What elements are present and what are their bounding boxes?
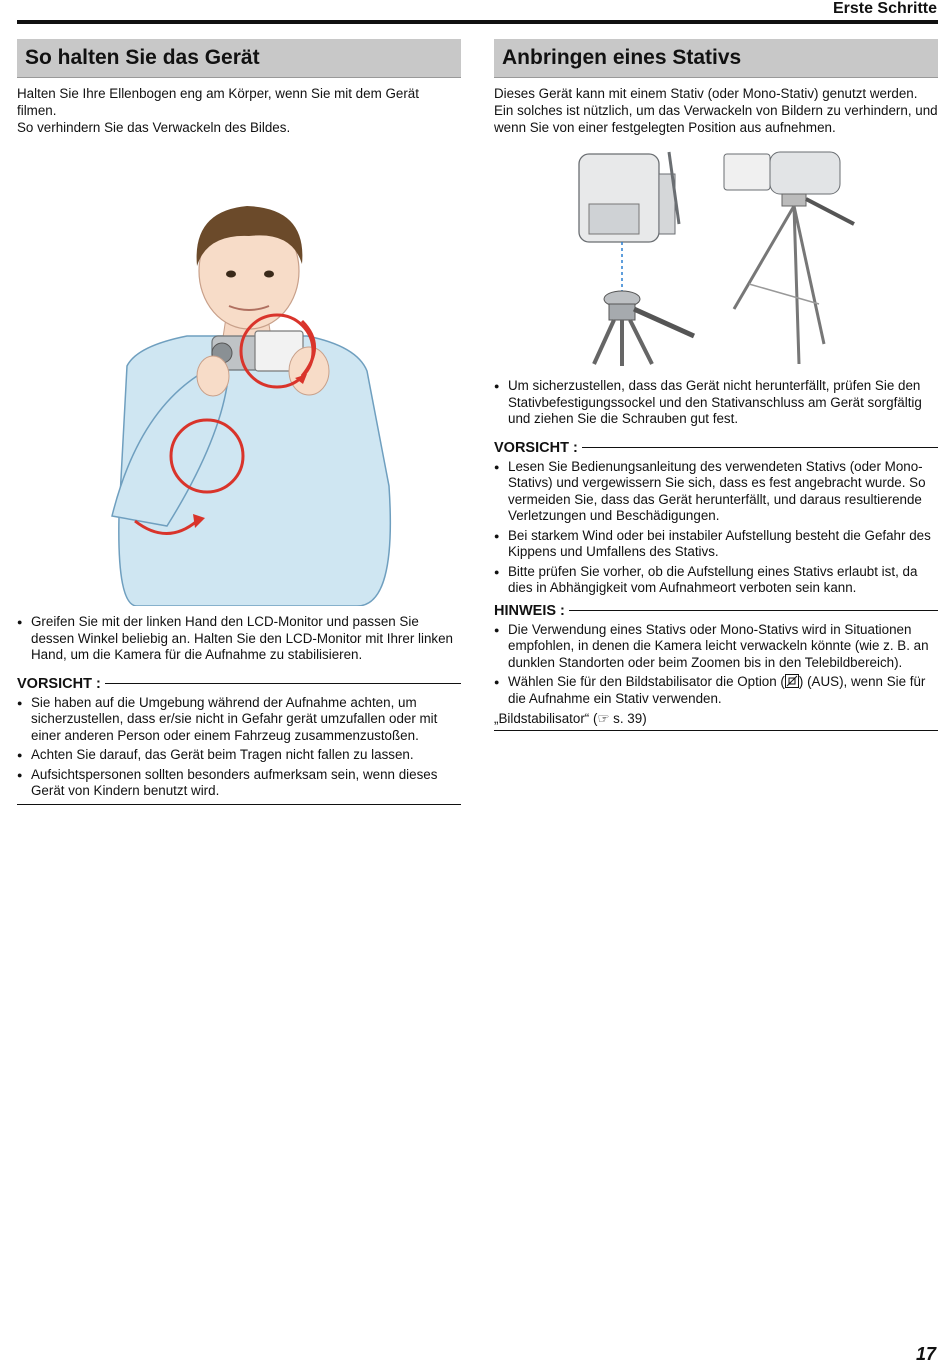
right-end-rule	[494, 730, 938, 731]
right-hint-heading	[494, 603, 938, 619]
left-caution-item: ● Achten Sie darauf, das Gerät beim Tragen nicht fallen zu lassen.	[17, 747, 461, 764]
right-caution-label: VORSICHT :	[494, 439, 578, 456]
left-caution-rule	[105, 683, 461, 684]
right-caution-list	[494, 459, 938, 597]
right-hint-label: HINWEIS :	[494, 602, 565, 619]
right-hint-item: ● Die Verwendung eines Stativs oder Mono-Stativs wird in Situationen empfohlen, in denen die Kamera leicht verwackeln könnte (wie z. B. an dunklen Standorten oder beim Zoomen bis in den Telebildbereich).	[494, 622, 938, 672]
right-caution-heading	[494, 440, 938, 456]
right-bullet-1: ● Um sicherzustellen, dass das Gerät nicht herunterfällt, prüfen Sie den Stativbefestigungssockel und den Stativanschluss am Gerät sorgfältig und ziehen Sie die Schrauben gut fest.	[494, 378, 938, 428]
page-reference[interactable]	[494, 710, 938, 727]
right-hint-list	[494, 622, 938, 708]
left-caution-heading	[17, 676, 461, 692]
person-holding-camera-icon	[17, 186, 461, 606]
right-section-title: Anbringen eines Stativs	[494, 39, 938, 78]
left-intro	[17, 85, 461, 136]
section-label: Erste Schritte	[832, 0, 937, 17]
camera-on-tripod-icon	[494, 144, 938, 372]
header-rule	[17, 20, 938, 24]
hint-text-before: Wählen Sie für den Bildstabilisator die Option (	[508, 674, 785, 689]
stabilizer-off-icon	[785, 674, 799, 688]
left-end-rule	[17, 804, 461, 805]
left-bullet-1: ● Greifen Sie mit der linken Hand den LCD-Monitor und passen Sie dessen Winkel beliebig an. Halten Sie den LCD-Monitor mit Ihrer linken Hand, um die Kamera für die Aufnahme zu stabilisieren.	[17, 614, 461, 664]
reference-page: s. 39)	[609, 711, 647, 726]
right-column	[494, 39, 938, 731]
right-caution-rule	[582, 447, 938, 448]
right-intro: Dieses Gerät kann mit einem Stativ (oder Mono-Stativ) genutzt werden. Ein solches ist nützlich, um das Verwackeln von Bildern zu verhindern, und wenn Sie von einer festgelegten Position aus aufnehmen.	[494, 86, 938, 135]
right-bullets	[494, 378, 938, 428]
left-section-title: So halten Sie das Gerät	[17, 39, 461, 78]
tripod-illustration	[494, 144, 938, 372]
page-number: 17	[915, 1344, 936, 1364]
holding-illustration	[17, 186, 461, 606]
left-caution-label: VORSICHT :	[17, 675, 101, 692]
right-caution-item: ● Lesen Sie Bedienungsanleitung des verwendeten Stativs (oder Mono-Stativs) und vergewissern Sie sich, dass es fest angebracht wurde. So vermeiden Sie, dass das Gerät herunterfällt, und daraus resultierende Verletzungen und Beschädigungen.	[494, 459, 938, 525]
right-hint-item	[494, 674, 938, 707]
right-hint-rule	[569, 610, 938, 611]
left-caution-item: ● Aufsichtspersonen sollten besonders aufmerksam sein, wenn dieses Gerät von Kindern benutzt wird.	[17, 767, 461, 800]
left-bullets	[17, 614, 461, 664]
reference-text: „Bildstabilisator“ (	[494, 711, 598, 726]
left-intro-line-2: So verhindern Sie das Verwackeln des Bildes.	[17, 120, 291, 135]
left-caution-list	[17, 695, 461, 800]
pointing-hand-icon: ☞	[597, 711, 610, 726]
right-caution-item: ● Bitte prüfen Sie vorher, ob die Aufstellung eines Stativs erlaubt ist, da dies in Abhängigkeit vom Aufnahmeort verboten sein kann.	[494, 564, 938, 597]
left-column	[17, 39, 461, 805]
hint-text-after: ) (AUS), wenn Sie für die Aufnahme ein Stativ verwenden.	[508, 674, 926, 706]
left-intro-line-1: Halten Sie Ihre Ellenbogen eng am Körper, wenn Sie mit dem Gerät filmen.	[17, 86, 419, 118]
right-caution-item: ● Bei starkem Wind oder bei instabiler Aufstellung besteht die Gefahr des Kippens und Umfallens des Stativs.	[494, 528, 938, 561]
left-caution-item: ● Sie haben auf die Umgebung während der Aufnahme achten, um sicherzustellen, dass er/sie nicht in Gefahr gerät umzufallen oder mit einer anderen Person oder einem Fahrzeug zusammenzustoßen.	[17, 695, 461, 745]
